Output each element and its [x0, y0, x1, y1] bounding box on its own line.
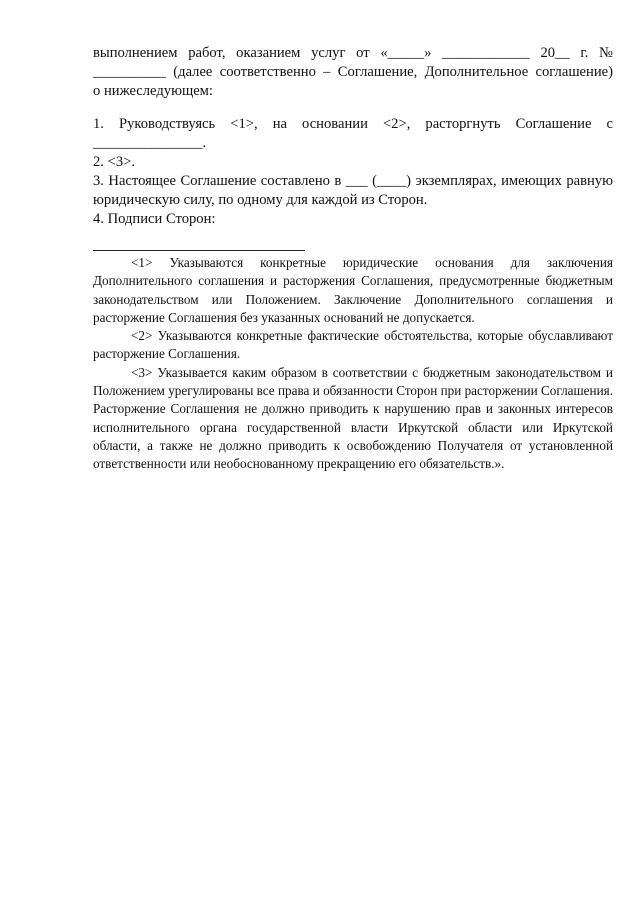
item-3: 3. Настоящее Соглашение составлено в ___ (____) экземплярах, имеющих равную юридическую силу, по одному для каждой из Сторон.	[93, 173, 613, 208]
main-body	[93, 44, 613, 101]
footnote-separator	[93, 250, 305, 251]
preamble-line-3: о нижеследующем:	[93, 83, 213, 99]
preamble-line-1: выполнением работ, оказанием услуг от «_____» ____________ 20__ г. №	[93, 45, 613, 61]
footnote-3: <3> Указывается каким образом в соответствии с бюджетным законодательством и Положением урегулированы все права и обязанности Сторон при расторжении Соглашения. Расторжение Соглашения не должно приводить к нарушению прав и законных интересов исполнительного органа государственной власти Иркутской области или Иркутской области, а также не должно приводить к освобождению Получателя от установленной ответственности или необоснованному прекращению его обязательств.».	[93, 364, 613, 472]
item-4: 4. Подписи Сторон:	[93, 211, 216, 227]
footnote-1: <1> Указываются конкретные юридические основания для заключения Дополнительного соглашения и расторжения Соглашения, предусмотренные бюджетным законодательством или Положением. Заключение Дополнительного соглашения и расторжение Соглашения без указанных оснований не допускается.	[93, 255, 613, 325]
preamble-line-2: __________ (далее соответственно – Соглашение, Дополнительное соглашение)	[93, 64, 613, 80]
footnote-2: <2> Указываются конкретные фактические обстоятельства, которые обуславливают расторжение Соглашения.	[93, 328, 613, 362]
item-1-line-2: _______________.	[93, 135, 207, 151]
item-1-line-1: 1. Руководствуясь <1>, на основании <2>, расторгнуть Соглашение с	[93, 116, 613, 132]
footnotes	[93, 254, 613, 474]
item-2: 2. <3>.	[93, 154, 135, 170]
items-list	[93, 115, 613, 229]
